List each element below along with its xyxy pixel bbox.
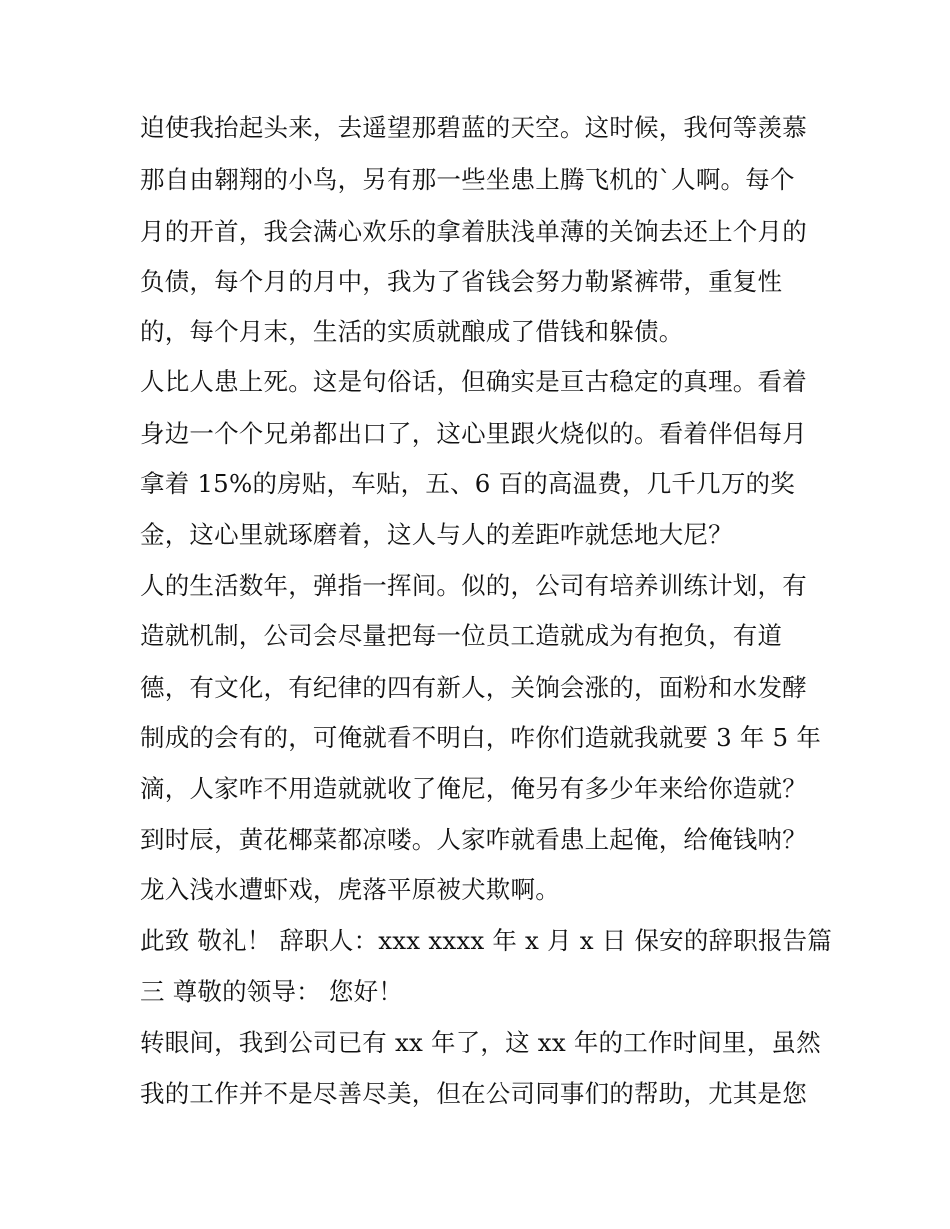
text-line: 我的工作并不是尽善尽美，但在公司同事们的帮助，尤其是您 (140, 1079, 807, 1108)
text-line: 迫使我抬起头来，去遥望那碧蓝的天空。这时候，我何等羡慕 (140, 113, 807, 142)
text-line: 人的生活数年，弹指一挥间。似的，公司有培养训练计划，有 (140, 571, 807, 600)
text-line: 拿着 15%的房贴，车贴，五、6 百的高温费，几千几万的奖 (140, 469, 795, 498)
text-line: 身边一个个兄弟都出口了，这心里跟火烧似的。看着伴侣每月 (140, 419, 807, 448)
text-line: 转眼间，我到公司已有 xx 年了，这 xx 年的工作时间里，虽然 (140, 1028, 821, 1057)
text-line: 到时辰，黄花椰菜都凉喽。人家咋就看患上起俺，给俺钱呐？ (140, 825, 807, 854)
text-line: 那自由翱翔的小鸟，另有那一些坐患上腾飞机的`人啊。每个 (140, 165, 795, 194)
text-line: 金，这心里就琢磨着，这人与人的差距咋就恁地大尼？ (140, 520, 733, 549)
text-line: 负债，每个月的月中，我为了省钱会努力勒紧裤带，重复性 (140, 267, 783, 296)
text-line: 龙入浅水遭虾戏，虎落平原被犬欺啊。 (140, 875, 560, 904)
text-line: 月的开首，我会满心欢乐的拿着肤浅单薄的关饷去还上个月的 (140, 217, 807, 246)
text-line: 德，有文化，有纪律的四有新人，关饷会涨的，面粉和水发酵 (140, 673, 807, 702)
text-line: 此致 敬礼！ 辞职人：xxx xxxx 年 x 月 x 日 保安的辞职报告篇 (140, 926, 833, 955)
text-line: 制成的会有的，可俺就看不明白，咋你们造就我就要 3 年 5 年 (140, 723, 822, 752)
text-line: 造就机制，公司会尽量把每一位员工造就成为有抱负，有道 (140, 621, 783, 650)
text-line: 的，每个月末，生活的实质就酿成了借钱和躲债。 (140, 317, 684, 346)
text-line: 三 尊敬的领导： 您好！ (140, 977, 403, 1006)
text-line: 人比人患上死。这是句俗话，但确实是亘古稳定的真理。看着 (140, 367, 807, 396)
text-line: 滴，人家咋不用造就就收了俺尼，俺另有多少年来给你造就？ (140, 774, 807, 803)
